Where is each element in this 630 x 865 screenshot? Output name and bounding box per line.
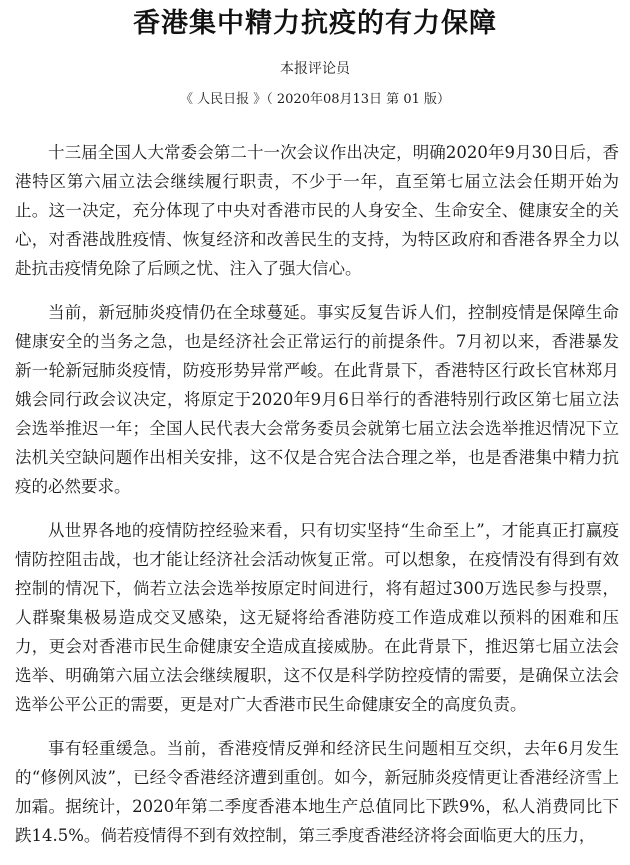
article-source: 《 人民日报 》（ 2020年08月13日 第 01 版）: [179, 92, 450, 107]
article-title: 香港集中精力抗疫的有力保障: [133, 8, 497, 39]
paragraph: 从世界各地的疫情防控经验来看，只有切实坚持“生命至上”，才能真正打赢疫情防控阻击战，也才能让经济社会活动恢复正常。可以想象，在疫情没有得到有效控制的情况下，倘若立法会选举按原定时间进行，将有超过300万选民参与投票，人群聚集极易造成交叉感染，这无疑将给香港防疫工作造成难以预料的困难和压力，更会对香港市民生命健康安全造成直接威胁。在此背景下，推迟第七届立法会选举、明确第六届立法会继续履职，这不仅是科学防控疫情的需要，是确保立法会选举公平公正的需要，更是对广大香港市民生命健康安全的高度负责。: [15, 521, 619, 714]
paragraph: 十三届全国人大常委会第二十一次会议作出决定，明确2020年9月30日后，香港特区第六届立法会继续履行职责，不少于一年，直至第七届立法会任期开始为止。这一决定，充分体现了中央对香港市民的人身安全、生命安全、健康安全的关心，对香港战胜疫情、恢复经济和改善民生的支持，为特区政府和香港各界全力以赴抗击疫情免除了后顾之忧、注入了强大信心。: [15, 143, 619, 278]
article-body: [15, 138, 619, 865]
article-author: 本报评论员: [280, 61, 350, 77]
paragraph: 当前，新冠肺炎疫情仍在全球蔓延。事实反复告诉人们，控制疫情是保障生命健康安全的当务之急，也是经济社会正常运行的前提条件。7月初以来，香港暴发新一轮新冠肺炎疫情，防疫形势异常严峻。在此背景下，香港特区行政长官林郑月娥会同行政会议决定，将原定于2020年9月6日举行的香港特别行政区第七届立法会选举推迟一年；全国人民代表大会常务委员会就第七届立法会选举推迟情况下立法机关空缺问题作出相关安排，这不仅是合宪合法合理之举，也是香港集中精力抗疫的必然要求。: [15, 303, 619, 496]
paragraph: 事有轻重缓急。当前，香港疫情反弹和经济民生问题相互交织，去年6月发生的“修例风波”，已经令香港经济遭到重创。如今，新冠肺炎疫情更让香港经济雪上加霜。据统计，2020年第二季度香港本地生产总值同比下跌9%，私人消费同比下跌14.5%。倘若疫情得不到有效控制，第三季度香港经济将会面临更大的压力，: [15, 739, 619, 845]
